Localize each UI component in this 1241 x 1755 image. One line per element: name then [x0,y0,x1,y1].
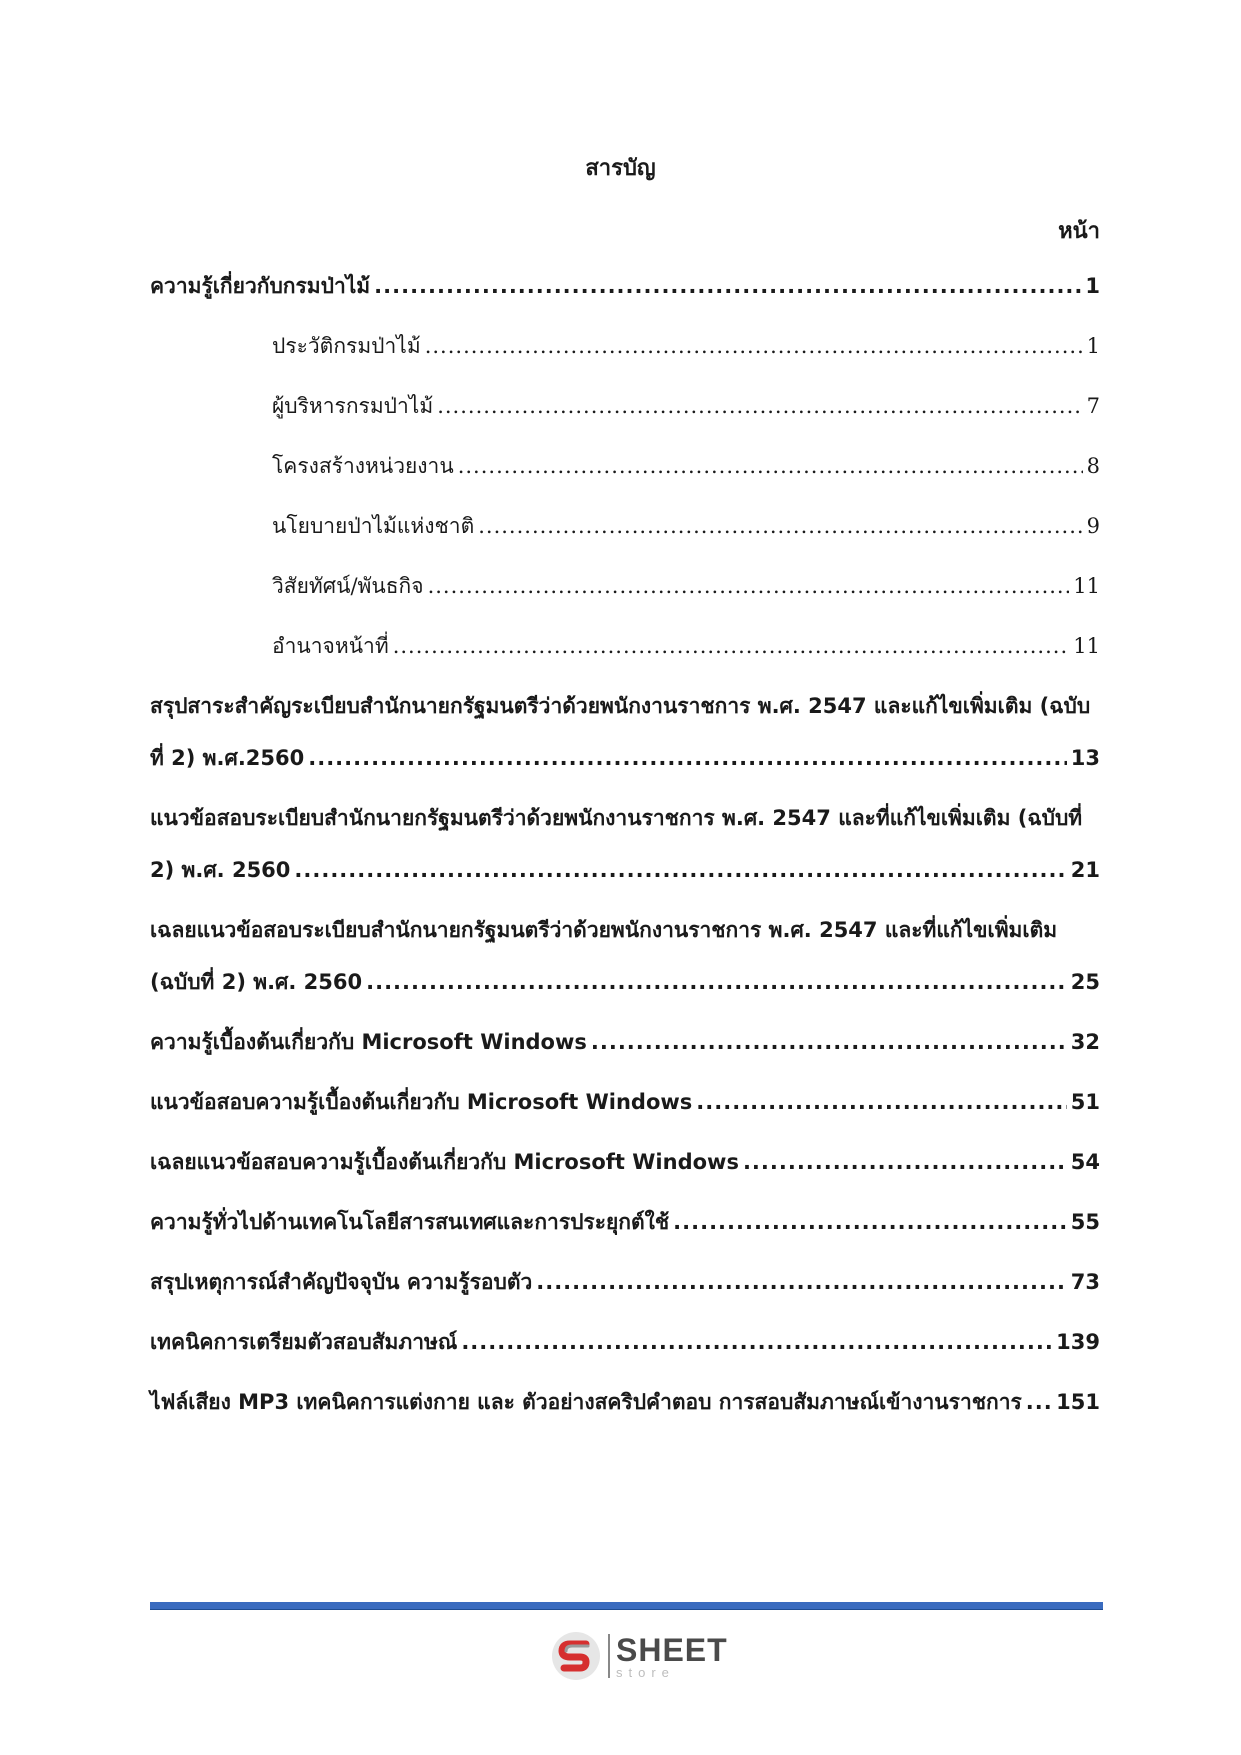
toc-line [150,1386,1100,1418]
toc-entry-text: ความรู้ทั่วไปด้านเทคโนโลยีสารสนเทศและการประยุกต์ใช้ [150,1210,670,1234]
dot-leader [308,742,1067,774]
toc-entry-text: ประวัติกรมป่าไม้ [272,334,421,358]
dot-leader [437,390,1082,422]
toc-entry-text: ความรู้เบื้องต้นเกี่ยวกับ Microsoft Windows [150,1030,587,1054]
footer-divider [150,1602,1103,1610]
page-title: สารบัญ [585,156,656,181]
toc-subsection-entry [150,630,1100,662]
toc-entry-text: 2) พ.ศ. 2560 [150,858,291,882]
sheet-store-logo [550,1628,728,1684]
toc-page-number: 151 [1056,1390,1100,1414]
toc-line [272,390,1100,422]
toc-line [150,914,1100,946]
dot-leader [673,1206,1067,1238]
toc-line [272,330,1100,362]
toc-line [150,1206,1100,1238]
dot-leader [458,450,1083,482]
dot-leader [374,270,1081,302]
toc-line [272,630,1100,662]
toc-entry-text: เทคนิคการเตรียมตัวสอบสัมภาษณ์ [150,1330,458,1354]
dot-leader [591,1026,1067,1058]
toc-entry-text: เฉลยแนวข้อสอบระเบียบสำนักนายกรัฐมนตรีว่าด้วยพนักงานราชการ พ.ศ. 2547 และที่แก้ไขเพิ่มเติม [150,918,1058,942]
toc-line [150,742,1100,774]
toc-page-number: 32 [1070,1030,1100,1054]
toc-line [150,690,1100,722]
toc-page-number: 55 [1070,1210,1100,1234]
dot-leader [428,570,1070,602]
toc-entry-text: (ฉบับที่ 2) พ.ศ. 2560 [150,970,363,994]
dot-leader [393,630,1070,662]
toc-entry-text: วิสัยทัศน์/พันธกิจ [272,574,424,598]
toc-entry-text: นโยบายป่าไม้แห่งชาติ [272,514,475,538]
toc-entry-text: แนวข้อสอบระเบียบสำนักนายกรัฐมนตรีว่าด้วยพนักงานราชการ พ.ศ. 2547 และที่แก้ไขเพิ่มเติม (ฉบับที่ [150,806,1083,830]
toc-page-number: 1 [1086,334,1100,358]
toc-entry-text: สรุปสาระสำคัญระเบียบสำนักนายกรัฐมนตรีว่าด้วยพนักงานราชการ พ.ศ. 2547 และแก้ไขเพิ่มเติม (ฉบับ [150,694,1091,718]
toc-entry-text: ผู้บริหารกรมป่าไม้ [272,394,434,418]
dot-leader [366,966,1067,998]
toc-entry-text: ที่ 2) พ.ศ.2560 [150,746,305,770]
toc-section-entry [150,1326,1100,1358]
toc-entry-text: เฉลยแนวข้อสอบความรู้เบื้องต้นเกี่ยวกับ Microsoft Windows [150,1150,739,1174]
toc-section-entry [150,1386,1100,1418]
toc-subsection-entry [150,390,1100,422]
toc-page-number: 9 [1086,514,1100,538]
toc-line [150,1266,1100,1298]
dot-leader [696,1086,1066,1118]
toc-subsection-entry [150,450,1100,482]
toc-subsection-entry [150,510,1100,542]
dot-leader [536,1266,1067,1298]
toc-line [150,1146,1100,1178]
toc-entry-text: โครงสร้างหน่วยงาน [272,454,454,478]
toc-page-number: 25 [1070,970,1100,994]
dot-leader [461,1326,1052,1358]
toc-line [150,270,1100,302]
toc-subsection-entry [150,330,1100,362]
toc-page-number: 73 [1070,1270,1100,1294]
toc-entry-text: ไฟล์เสียง MP3 เทคนิคการแต่งกาย และ ตัวอย่างสคริปคำตอบ การสอบสัมภาษณ์เข้างานราชการ [150,1390,1022,1414]
toc-page-number: 21 [1070,858,1100,882]
logo-subtitle: store [616,1664,675,1680]
toc-line [272,450,1100,482]
toc-entry-text: อำนาจหน้าที่ [272,634,389,658]
dot-leader [478,510,1082,542]
toc-page-number: 51 [1070,1090,1100,1114]
toc-line [150,966,1100,998]
toc-section-entry [150,802,1100,886]
toc-section-entry [150,690,1100,774]
toc-entry-text: แนวข้อสอบความรู้เบื้องต้นเกี่ยวกับ Microsoft Windows [150,1090,693,1114]
toc-section-entry [150,1206,1100,1238]
logo-separator [608,1634,610,1678]
toc-section-entry [150,914,1100,998]
sheet-store-s-icon [550,1630,602,1682]
toc-page-number: 11 [1073,574,1100,598]
toc-page-number: 11 [1073,634,1100,658]
dot-leader [294,854,1066,886]
toc-section-entry [150,270,1100,302]
toc-section-entry [150,1086,1100,1118]
page-column-label: หน้า [1058,219,1100,244]
table-of-contents [150,270,1100,1446]
dot-leader [743,1146,1067,1178]
toc-line [150,1326,1100,1358]
toc-page-number: 8 [1086,454,1100,478]
toc-line [150,1026,1100,1058]
dot-leader [425,330,1083,362]
toc-page-number: 54 [1070,1150,1100,1174]
toc-page-number: 13 [1070,746,1100,770]
toc-entry-text: สรุปเหตุการณ์สำคัญปัจจุบัน ความรู้รอบตัว [150,1270,533,1294]
toc-line [150,1086,1100,1118]
toc-page-number: 7 [1086,394,1100,418]
toc-line [150,802,1100,834]
toc-entry-text: ความรู้เกี่ยวกับกรมป่าไม้ [150,274,371,298]
toc-subsection-entry [150,570,1100,602]
toc-line [272,570,1100,602]
toc-line [272,510,1100,542]
toc-page-number: 1 [1085,274,1100,298]
toc-section-entry [150,1266,1100,1298]
toc-line [150,854,1100,886]
toc-page-number: 139 [1056,1330,1100,1354]
toc-section-entry [150,1026,1100,1058]
logo-title: SHEET [616,1631,728,1668]
dot-leader [1026,1386,1052,1418]
toc-section-entry [150,1146,1100,1178]
